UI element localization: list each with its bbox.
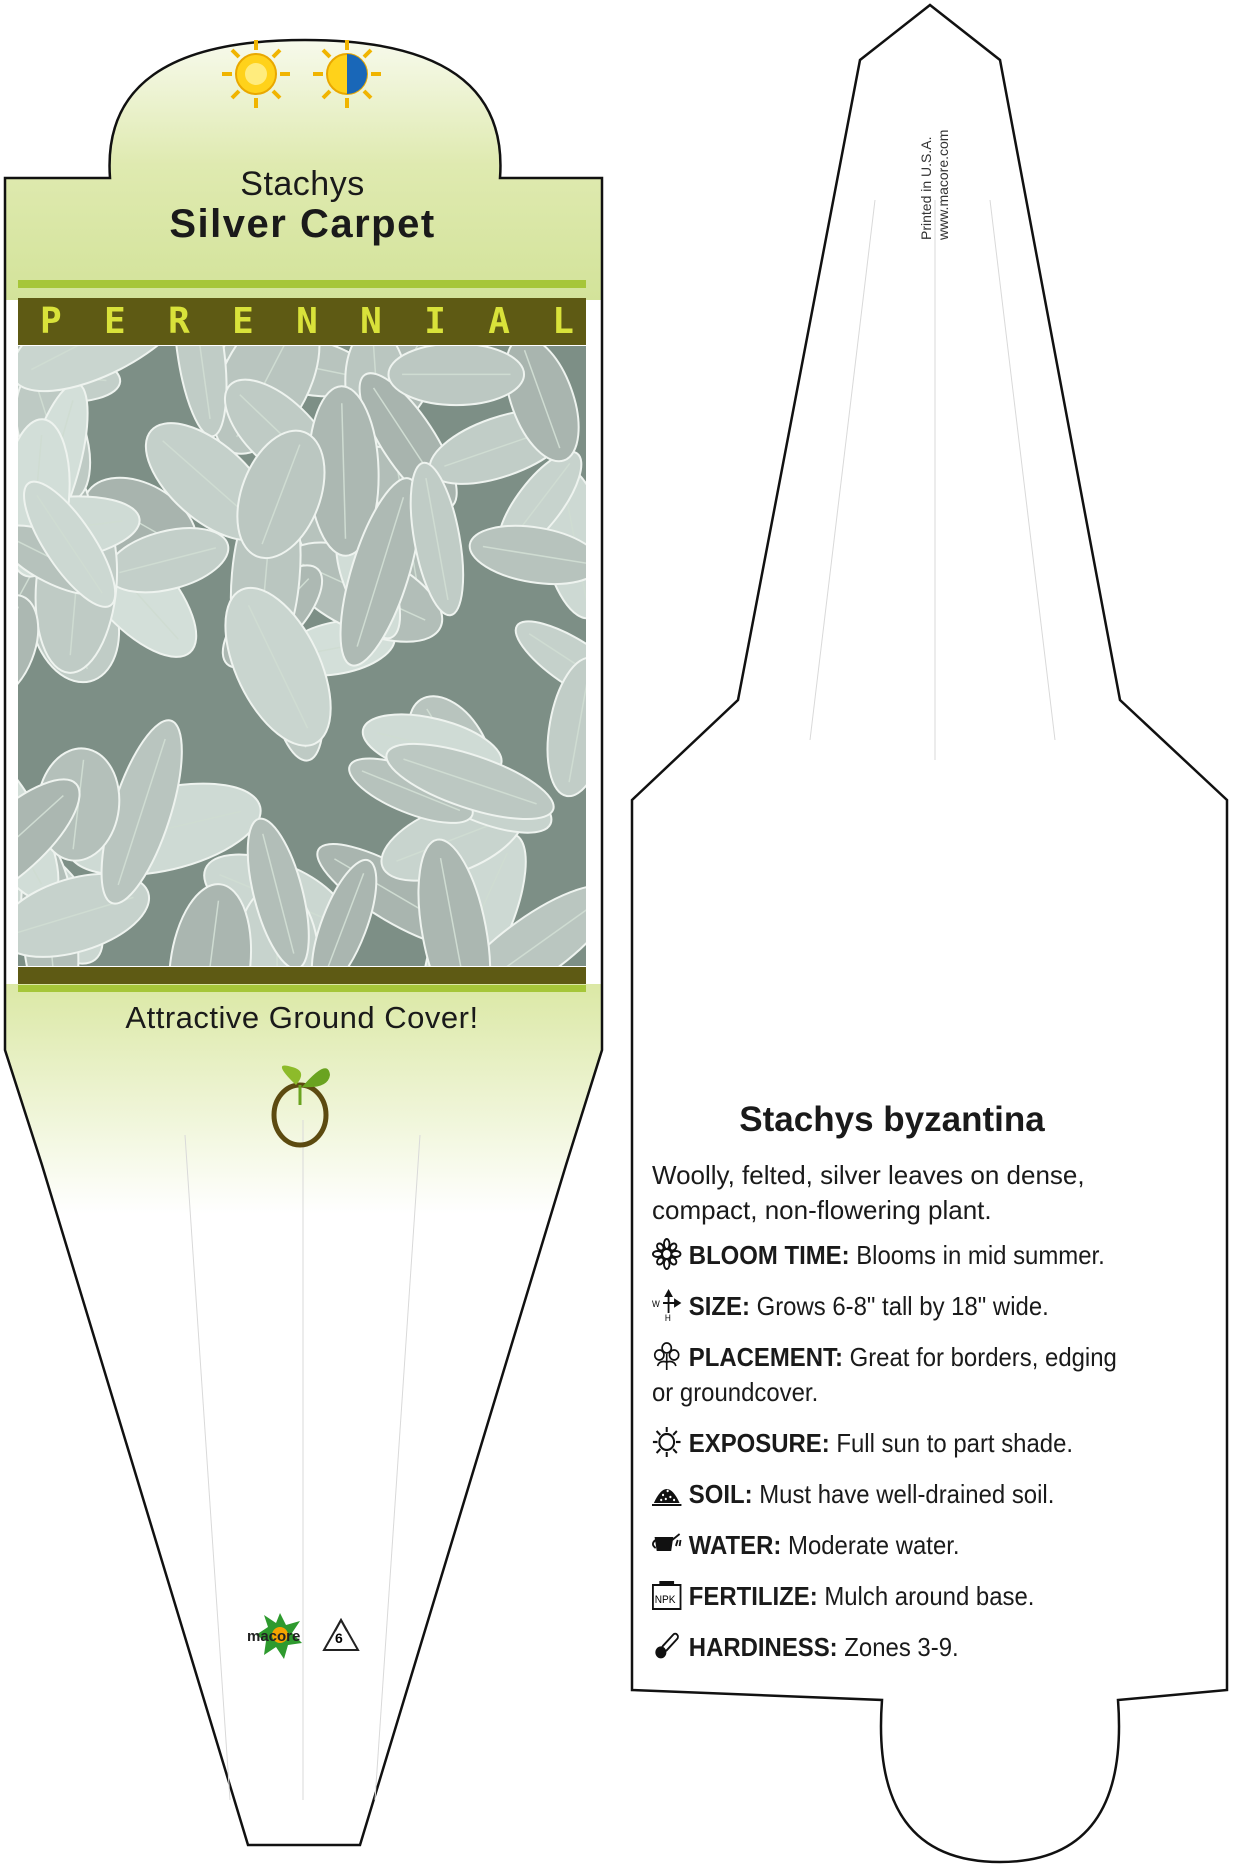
soil-label: SOIL:	[688, 1479, 753, 1509]
sun-outline-icon	[652, 1426, 681, 1458]
npk-icon	[652, 1579, 681, 1611]
flower-icon	[652, 1238, 681, 1270]
hardiness-value: Zones 3-9.	[837, 1632, 959, 1662]
placement-label: PLACEMENT:	[688, 1342, 843, 1372]
website-line: www.macore.com	[935, 129, 951, 240]
cultivar-title: Silver Carpet	[169, 202, 436, 246]
category-band	[18, 298, 586, 345]
brand-name: macore	[247, 1628, 301, 1645]
plant-description: Woolly, felted, silver leaves on dense, compact, non-flowering plant.	[652, 1160, 1085, 1225]
fertilize-value: Mulch around base.	[817, 1581, 1035, 1611]
soil-value: Must have well-drained soil.	[752, 1479, 1055, 1509]
band-accent-top	[18, 280, 586, 288]
care-info	[652, 1100, 1132, 1681]
tagline: Attractive Ground Cover!	[125, 1000, 479, 1035]
printed-info	[918, 100, 1058, 240]
watering-can-icon	[652, 1528, 681, 1560]
printed-line: Printed in U.S.A.	[918, 136, 934, 240]
exposure-value: Full sun to part shade.	[829, 1428, 1074, 1458]
recycle-code: 6	[335, 1630, 343, 1646]
front-title-block	[20, 165, 585, 247]
size-h-letter: H	[664, 1312, 671, 1321]
size-row	[652, 1289, 1130, 1324]
bloom-time-value: Blooms in mid summer.	[849, 1240, 1105, 1270]
hardiness-row	[652, 1630, 1130, 1665]
water-value: Moderate water.	[781, 1530, 960, 1560]
size-label: SIZE:	[688, 1291, 750, 1321]
water-row	[652, 1528, 1130, 1563]
bloom-time-row	[652, 1238, 1130, 1273]
thermometer-icon	[652, 1630, 681, 1662]
soil-pile-icon	[652, 1477, 681, 1509]
genus-title: Stachys	[240, 165, 365, 203]
size-w-letter: W	[652, 1298, 660, 1310]
species-name: Stachys byzantina	[739, 1100, 1045, 1139]
category-letter: A	[488, 301, 510, 342]
category-letter: P	[40, 301, 62, 342]
leaf-shape	[388, 346, 524, 405]
plant-placement-icon	[652, 1340, 681, 1372]
placement-row	[652, 1340, 1130, 1410]
category-letter: I	[424, 301, 446, 342]
placement-value: Great for borders, edging or groundcover.	[652, 1342, 1117, 1407]
category-letter: N	[296, 301, 318, 342]
category-letter: R	[168, 301, 190, 342]
hardiness-label: HARDINESS:	[688, 1632, 838, 1662]
npk-text: NPK	[654, 1593, 676, 1607]
exposure-label: EXPOSURE:	[688, 1428, 830, 1458]
category-letter: E	[104, 301, 126, 342]
category-letter: L	[552, 301, 574, 342]
fertilize-label: FERTILIZE:	[688, 1581, 818, 1611]
soil-row	[652, 1477, 1130, 1512]
band-bottom	[18, 967, 586, 984]
size-arrows-icon	[652, 1289, 681, 1321]
fertilize-row	[652, 1579, 1130, 1614]
category-letter: N	[360, 301, 382, 342]
band-accent-bottom	[18, 985, 586, 992]
category-letter: E	[232, 301, 254, 342]
exposure-row	[652, 1426, 1130, 1461]
bloom-time-label: BLOOM TIME:	[688, 1240, 850, 1270]
water-label: WATER:	[688, 1530, 782, 1560]
plant-photo	[18, 346, 586, 966]
size-value: Grows 6-8" tall by 18" wide.	[749, 1291, 1049, 1321]
